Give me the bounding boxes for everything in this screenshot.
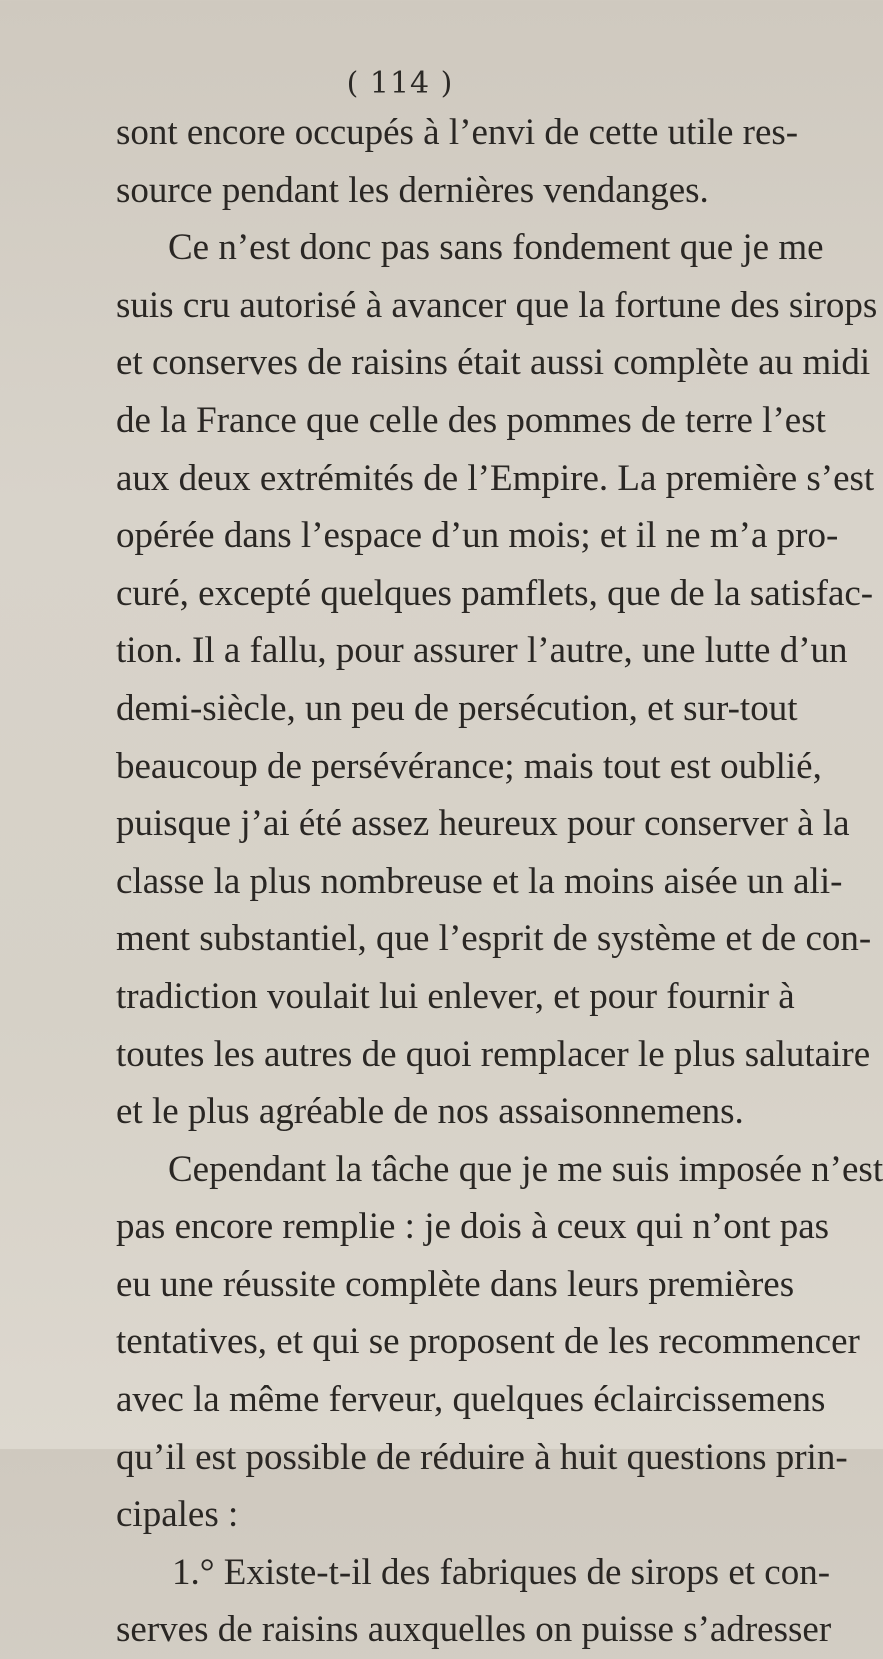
text-line: aux deux extrémités de l’Empire. La première s’est <box>116 457 875 499</box>
text-line: eu une réussite complète dans leurs premières <box>116 1263 795 1305</box>
text-line: suis cru autorisé à avancer que la fortune des sirops <box>116 284 878 326</box>
text-line: Cependant la tâche que je me suis imposée n’est <box>168 1148 883 1190</box>
text-line: tion. Il a fallu, pour assurer l’autre, une lutte d’un <box>116 630 848 672</box>
text-line: et conserves de raisins était aussi complète au midi <box>116 342 871 384</box>
text-line: avec la même ferveur, quelques éclaircissemens <box>116 1379 826 1421</box>
text-line: toutes les autres de quoi remplacer le plus salutaire <box>116 1033 871 1075</box>
page-number: ( 114 ) <box>346 66 454 101</box>
text-line: qu’il est possible de réduire à huit questions prin- <box>116 1436 848 1478</box>
text-line: classe la plus nombreuse et la moins aisée un ali- <box>116 860 843 902</box>
text-line: cipales : <box>116 1494 239 1536</box>
text-line: beaucoup de persévérance; mais tout est oublié, <box>116 745 822 787</box>
text-line: demi-siècle, un peu de persécution, et sur-tout <box>116 687 798 729</box>
text-line: opérée dans l’espace d’un mois; et il ne m’a pro- <box>116 515 839 557</box>
text-line: et le plus agréable de nos assaisonnemens. <box>116 1091 744 1133</box>
text-line: 1.° Existe-t-il des fabriques de sirops et con- <box>172 1551 831 1593</box>
text-line: ment substantiel, que l’esprit de système et de con- <box>116 918 872 960</box>
text-line: tradiction voulait lui enlever, et pour fournir à <box>116 975 795 1017</box>
text-line: curé, excepté quelques pamflets, que de la satisfac- <box>116 572 874 614</box>
text-line: serves de raisins auxquelles on puisse s’adresser <box>116 1609 832 1651</box>
text-line: pas encore remplie : je dois à ceux qui n’ont pas <box>116 1206 830 1248</box>
text-line: de la France que celle des pommes de terre l’est <box>116 399 826 441</box>
text-line: tentatives, et qui se proposent de les recommencer <box>116 1321 860 1363</box>
text-line: source pendant les dernières vendanges. <box>116 169 709 211</box>
text-line: Ce n’est donc pas sans fondement que je me <box>168 227 824 269</box>
page-text <box>116 104 883 1659</box>
text-line: puisque j’ai été assez heureux pour conserver à la <box>116 803 850 845</box>
text-line: sont encore occupés à l’envi de cette utile res- <box>116 112 799 153</box>
